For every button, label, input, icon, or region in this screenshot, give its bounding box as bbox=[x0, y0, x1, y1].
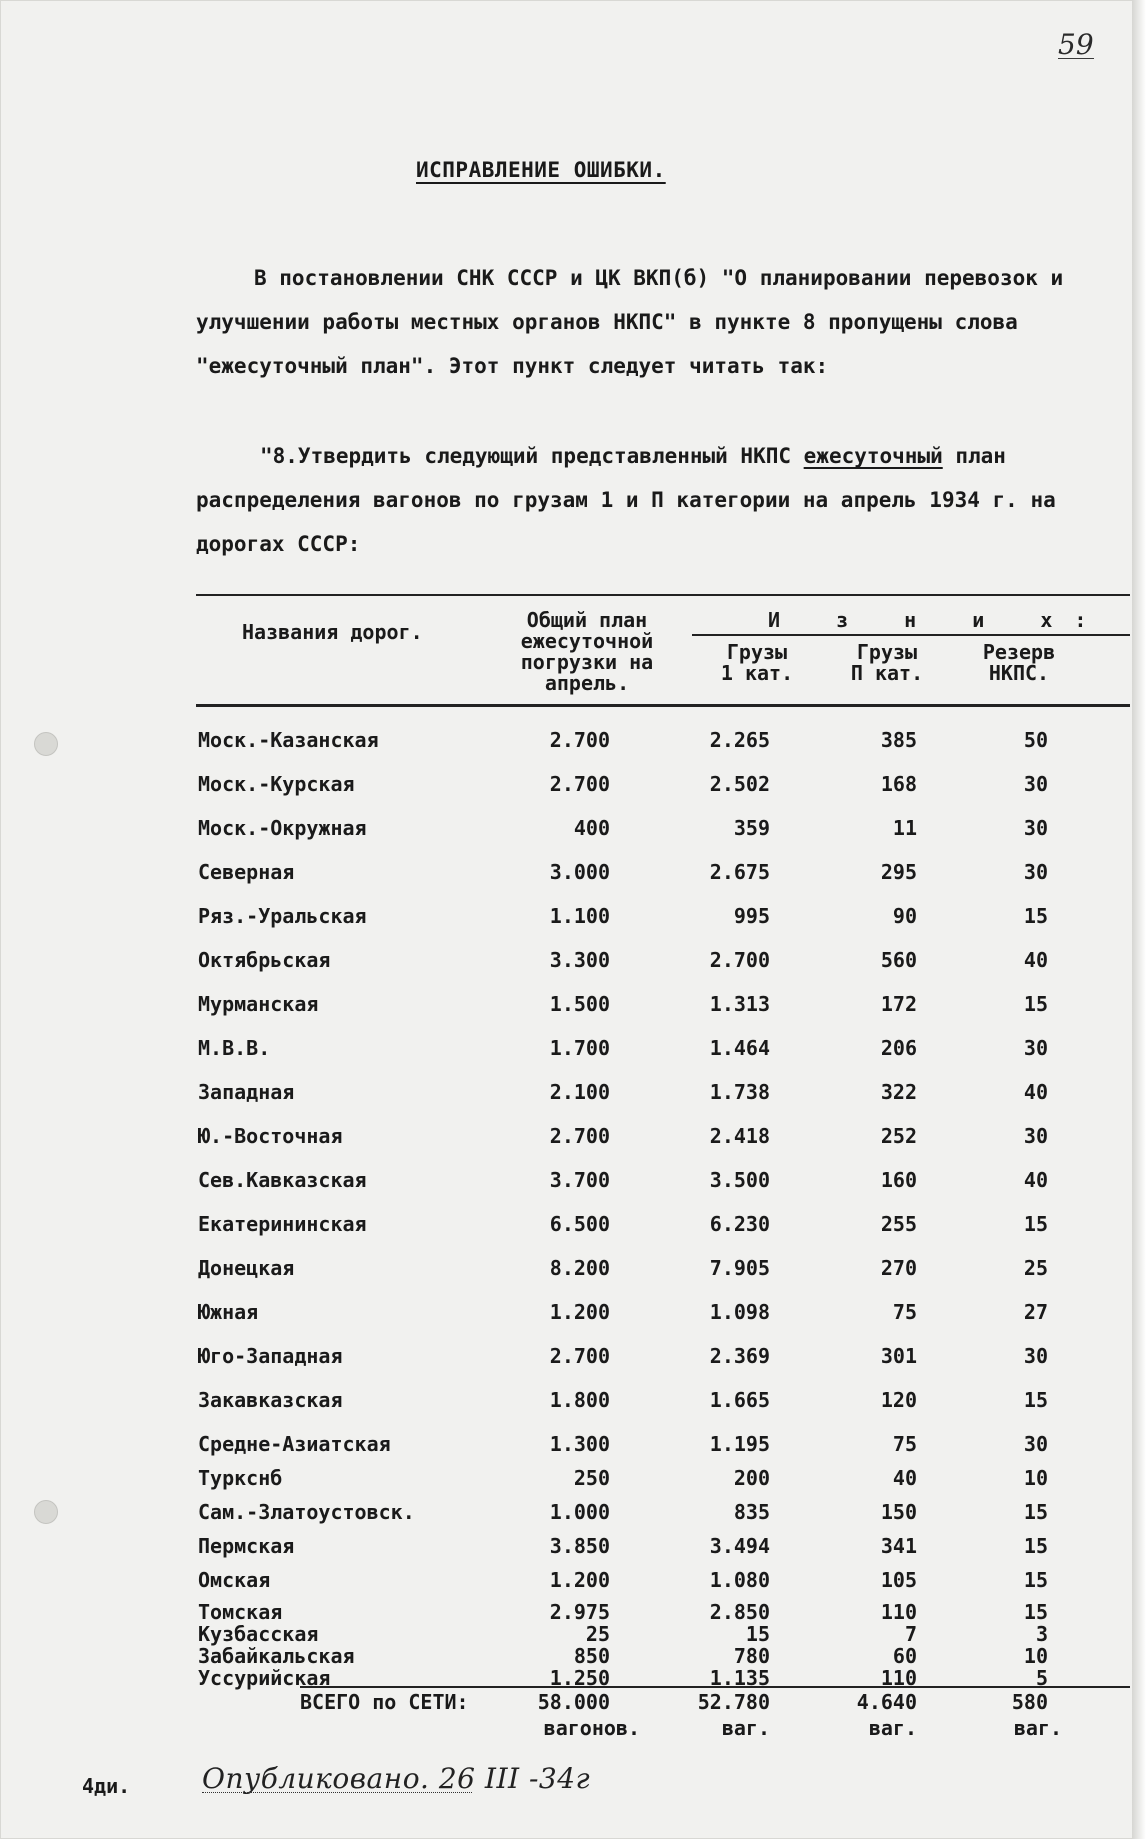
header-cat1-line2: 1 кат. bbox=[720, 661, 794, 685]
resolution-text-before: "8.Утвердить следующий представленный НКПС bbox=[260, 444, 804, 468]
cat1-value: 359 bbox=[733, 816, 770, 840]
cat2-value: 301 bbox=[880, 1344, 917, 1368]
table-row bbox=[0, 1466, 1146, 1494]
table-row bbox=[0, 1256, 1146, 1284]
total-label: ВСЕГО по СЕТИ: bbox=[300, 1690, 469, 1714]
cat2-value: 105 bbox=[880, 1568, 917, 1592]
cat2-value: 110 bbox=[880, 1666, 917, 1690]
total-value: 6.500 bbox=[549, 1212, 610, 1236]
cat1-value: 2.418 bbox=[709, 1124, 770, 1148]
cat1-value: 1.464 bbox=[709, 1036, 770, 1060]
cat2-value: 60 bbox=[892, 1644, 917, 1668]
header-total-line1: Общий план bbox=[526, 608, 648, 632]
table-row bbox=[0, 1080, 1146, 1108]
table-row bbox=[0, 1344, 1146, 1372]
cat2-value: 120 bbox=[880, 1388, 917, 1412]
table-row bbox=[0, 1300, 1146, 1328]
road-name: Средне-Азиатская bbox=[198, 1432, 391, 1456]
cat1-value: 1.195 bbox=[709, 1432, 770, 1456]
reserve-value: 15 bbox=[1023, 904, 1048, 928]
reserve-value: 30 bbox=[1023, 816, 1048, 840]
resolution-text-after: план распределения вагонов по грузам 1 и П категории на апрель 1934 г. на дорогах СССР: bbox=[196, 444, 1056, 556]
cat1-value: 1.665 bbox=[709, 1388, 770, 1412]
reserve-value: 15 bbox=[1023, 1212, 1048, 1236]
road-name: Моск.-Казанская bbox=[198, 728, 379, 752]
reserve-value: 15 bbox=[1023, 1600, 1048, 1624]
table-top-rule bbox=[196, 594, 1130, 596]
total-value: 3.000 bbox=[549, 860, 610, 884]
reserve-value: 27 bbox=[1023, 1300, 1048, 1324]
total-value: 1.200 bbox=[549, 1568, 610, 1592]
table-row bbox=[0, 816, 1146, 844]
resolution-paragraph bbox=[196, 434, 1106, 566]
cat1-value: 3.494 bbox=[709, 1534, 770, 1558]
cat2-value: 560 bbox=[880, 948, 917, 972]
table-row bbox=[0, 1212, 1146, 1240]
cat2-value: 270 bbox=[880, 1256, 917, 1280]
table-row bbox=[0, 1432, 1146, 1460]
reserve-value: 40 bbox=[1023, 948, 1048, 972]
header-cat2-line1: Грузы bbox=[856, 640, 918, 664]
road-name: Ю.-Восточная bbox=[198, 1124, 343, 1148]
road-name: Кузбасская bbox=[198, 1622, 319, 1646]
cat2-value: 110 bbox=[880, 1600, 917, 1624]
cat1-value: 1.098 bbox=[709, 1300, 770, 1324]
table-row bbox=[0, 1568, 1146, 1596]
cat2-value: 90 bbox=[892, 904, 917, 928]
intro-paragraph: В постановлении СНК СССР и ЦК ВКП(б) "О планировании перевозок и улучшении работы местных органов НКПС" в пункте 8 пропущены слова "ежесуточный план". Этот пункт следует читать так: bbox=[196, 266, 1064, 378]
grand-cat2-value: 4.640 bbox=[856, 1690, 917, 1714]
reserve-value: 30 bbox=[1023, 860, 1048, 884]
total-value: 2.700 bbox=[549, 1124, 610, 1148]
cat1-value: 2.675 bbox=[709, 860, 770, 884]
total-unit: вагонов. bbox=[543, 1716, 640, 1740]
reserve-value: 40 bbox=[1023, 1168, 1048, 1192]
cat1-value: 1.738 bbox=[709, 1080, 770, 1104]
table-row bbox=[0, 1168, 1146, 1196]
road-name: Сев.Кавказская bbox=[198, 1168, 367, 1192]
cat1-value: 7.905 bbox=[709, 1256, 770, 1280]
cat2-unit: ваг. bbox=[868, 1716, 917, 1740]
header-cat1-line1: Грузы bbox=[726, 640, 788, 664]
road-name: Сам.-Златоустовск. bbox=[198, 1500, 415, 1524]
total-value: 3.700 bbox=[549, 1168, 610, 1192]
total-value: 1.100 bbox=[549, 904, 610, 928]
table-row bbox=[0, 904, 1146, 932]
reserve-value: 10 bbox=[1023, 1644, 1048, 1668]
total-value: 850 bbox=[573, 1644, 610, 1668]
cat1-value: 6.230 bbox=[709, 1212, 770, 1236]
header-reserve bbox=[954, 642, 1084, 684]
cat2-value: 206 bbox=[880, 1036, 917, 1060]
page-number: 59 bbox=[1058, 28, 1094, 61]
road-name: Мурманская bbox=[198, 992, 319, 1016]
total-value: 1.500 bbox=[549, 992, 610, 1016]
table-row bbox=[0, 1124, 1146, 1152]
grand-total-value: 58.000 bbox=[537, 1690, 610, 1714]
road-name: Забайкальская bbox=[198, 1644, 355, 1668]
document-title: ИСПРАВЛЕНИЕ ОШИБКИ. bbox=[416, 158, 666, 182]
reserve-value: 15 bbox=[1023, 992, 1048, 1016]
cat2-value: 75 bbox=[892, 1300, 917, 1324]
reserve-unit: ваг. bbox=[1013, 1716, 1062, 1740]
road-name: Юго-Западная bbox=[198, 1344, 343, 1368]
cat2-value: 255 bbox=[880, 1212, 917, 1236]
reserve-value: 10 bbox=[1023, 1466, 1048, 1490]
total-value: 8.200 bbox=[549, 1256, 610, 1280]
table-row bbox=[0, 1388, 1146, 1416]
cat2-value: 295 bbox=[880, 860, 917, 884]
total-value: 2.700 bbox=[549, 728, 610, 752]
reserve-value: 25 bbox=[1023, 1256, 1048, 1280]
cat1-value: 2.502 bbox=[709, 772, 770, 796]
cat1-value: 2.265 bbox=[709, 728, 770, 752]
reserve-value: 40 bbox=[1023, 1080, 1048, 1104]
road-name: Октябрьская bbox=[198, 948, 331, 972]
reserve-value: 15 bbox=[1023, 1568, 1048, 1592]
total-value: 2.700 bbox=[549, 772, 610, 796]
cat1-value: 1.080 bbox=[709, 1568, 770, 1592]
total-value: 2.100 bbox=[549, 1080, 610, 1104]
cat1-value: 3.500 bbox=[709, 1168, 770, 1192]
header-bottom-rule bbox=[196, 704, 1130, 707]
road-name: Томская bbox=[198, 1600, 283, 1624]
reserve-value: 30 bbox=[1023, 1036, 1048, 1060]
reserve-value: 5 bbox=[1035, 1666, 1048, 1690]
road-name: Северная bbox=[198, 860, 295, 884]
header-total-line4: апрель. bbox=[544, 671, 630, 695]
road-name: Омская bbox=[198, 1568, 271, 1592]
table-row bbox=[0, 1534, 1146, 1562]
total-value: 250 bbox=[573, 1466, 610, 1490]
table-row bbox=[0, 772, 1146, 800]
total-value: 400 bbox=[573, 816, 610, 840]
cat2-value: 252 bbox=[880, 1124, 917, 1148]
road-name: Моск.-Окружная bbox=[198, 816, 367, 840]
cat1-value: 200 bbox=[733, 1466, 770, 1490]
total-value: 1.000 bbox=[549, 1500, 610, 1524]
cat1-value: 2.369 bbox=[709, 1344, 770, 1368]
cat1-value: 2.700 bbox=[709, 948, 770, 972]
header-total-line2: ежесуточной bbox=[520, 629, 654, 653]
road-name: Ряз.-Уральская bbox=[198, 904, 367, 928]
total-value: 1.800 bbox=[549, 1388, 610, 1412]
reserve-value: 30 bbox=[1023, 1344, 1048, 1368]
cat2-value: 172 bbox=[880, 992, 917, 1016]
table-row bbox=[0, 992, 1146, 1020]
cat2-value: 168 bbox=[880, 772, 917, 796]
road-name: Донецкая bbox=[198, 1256, 295, 1280]
total-value: 3.850 bbox=[549, 1534, 610, 1558]
total-value: 1.700 bbox=[549, 1036, 610, 1060]
reserve-value: 15 bbox=[1023, 1534, 1048, 1558]
cat1-value: 835 bbox=[733, 1500, 770, 1524]
road-name: Пермская bbox=[198, 1534, 295, 1558]
reserve-value: 30 bbox=[1023, 772, 1048, 796]
cat2-value: 150 bbox=[880, 1500, 917, 1524]
header-road: Названия дорог. bbox=[242, 620, 423, 644]
road-name: Туркснб bbox=[198, 1466, 283, 1490]
total-value: 2.975 bbox=[549, 1600, 610, 1624]
cat2-value: 40 bbox=[892, 1466, 917, 1490]
header-group: И з н и х: bbox=[768, 608, 1109, 632]
reserve-value: 50 bbox=[1023, 728, 1048, 752]
road-name: Уссурийская bbox=[198, 1666, 331, 1690]
reserve-value: 30 bbox=[1023, 1124, 1048, 1148]
cat1-value: 780 bbox=[733, 1644, 770, 1668]
total-value: 1.250 bbox=[549, 1666, 610, 1690]
footer-code: 4ди. bbox=[82, 1774, 131, 1798]
table-row bbox=[0, 860, 1146, 888]
header-total bbox=[492, 610, 682, 694]
cat2-value: 322 bbox=[880, 1080, 917, 1104]
road-name: Моск.-Курская bbox=[198, 772, 355, 796]
group-underline bbox=[692, 634, 1130, 636]
handwritten-note: Опубликовано. 26 III -34г bbox=[202, 1762, 591, 1795]
header-reserve-line1: Резерв bbox=[982, 640, 1056, 664]
header-reserve-line2: НКПС. bbox=[988, 661, 1050, 685]
total-value: 3.300 bbox=[549, 948, 610, 972]
cat1-value: 2.850 bbox=[709, 1600, 770, 1624]
cat1-unit: ваг. bbox=[721, 1716, 770, 1740]
cat2-value: 341 bbox=[880, 1534, 917, 1558]
total-value: 1.300 bbox=[549, 1432, 610, 1456]
road-name: Западная bbox=[198, 1080, 295, 1104]
total-value: 1.200 bbox=[549, 1300, 610, 1324]
cat2-value: 160 bbox=[880, 1168, 917, 1192]
total-value: 25 bbox=[585, 1622, 610, 1646]
header-cat2-line2: П кат. bbox=[850, 661, 924, 685]
cat1-value: 1.313 bbox=[709, 992, 770, 1016]
grand-reserve-value: 580 bbox=[1011, 1690, 1048, 1714]
road-name: Екатерининская bbox=[198, 1212, 367, 1236]
cat1-value: 15 bbox=[745, 1622, 770, 1646]
header-cat2 bbox=[822, 642, 952, 684]
grand-cat1-value: 52.780 bbox=[697, 1690, 770, 1714]
total-value: 2.700 bbox=[549, 1344, 610, 1368]
cat2-value: 385 bbox=[880, 728, 917, 752]
cat2-value: 75 bbox=[892, 1432, 917, 1456]
table-row bbox=[0, 728, 1146, 756]
reserve-value: 15 bbox=[1023, 1388, 1048, 1412]
table-row bbox=[0, 948, 1146, 976]
road-name: М.В.В. bbox=[198, 1036, 271, 1060]
resolution-highlight: ежесуточный bbox=[803, 444, 943, 468]
reserve-value: 3 bbox=[1035, 1622, 1048, 1646]
cat1-value: 1.135 bbox=[709, 1666, 770, 1690]
cat2-value: 7 bbox=[904, 1622, 917, 1646]
header-total-line3: погрузки на bbox=[520, 650, 654, 674]
cat2-value: 11 bbox=[892, 816, 917, 840]
road-name: Закавказская bbox=[198, 1388, 343, 1412]
table-row bbox=[0, 1500, 1146, 1528]
cat1-value: 995 bbox=[733, 904, 770, 928]
road-name: Южная bbox=[198, 1300, 259, 1324]
table-row bbox=[0, 1036, 1146, 1064]
reserve-value: 30 bbox=[1023, 1432, 1048, 1456]
header-cat1 bbox=[692, 642, 822, 684]
reserve-value: 15 bbox=[1023, 1500, 1048, 1524]
